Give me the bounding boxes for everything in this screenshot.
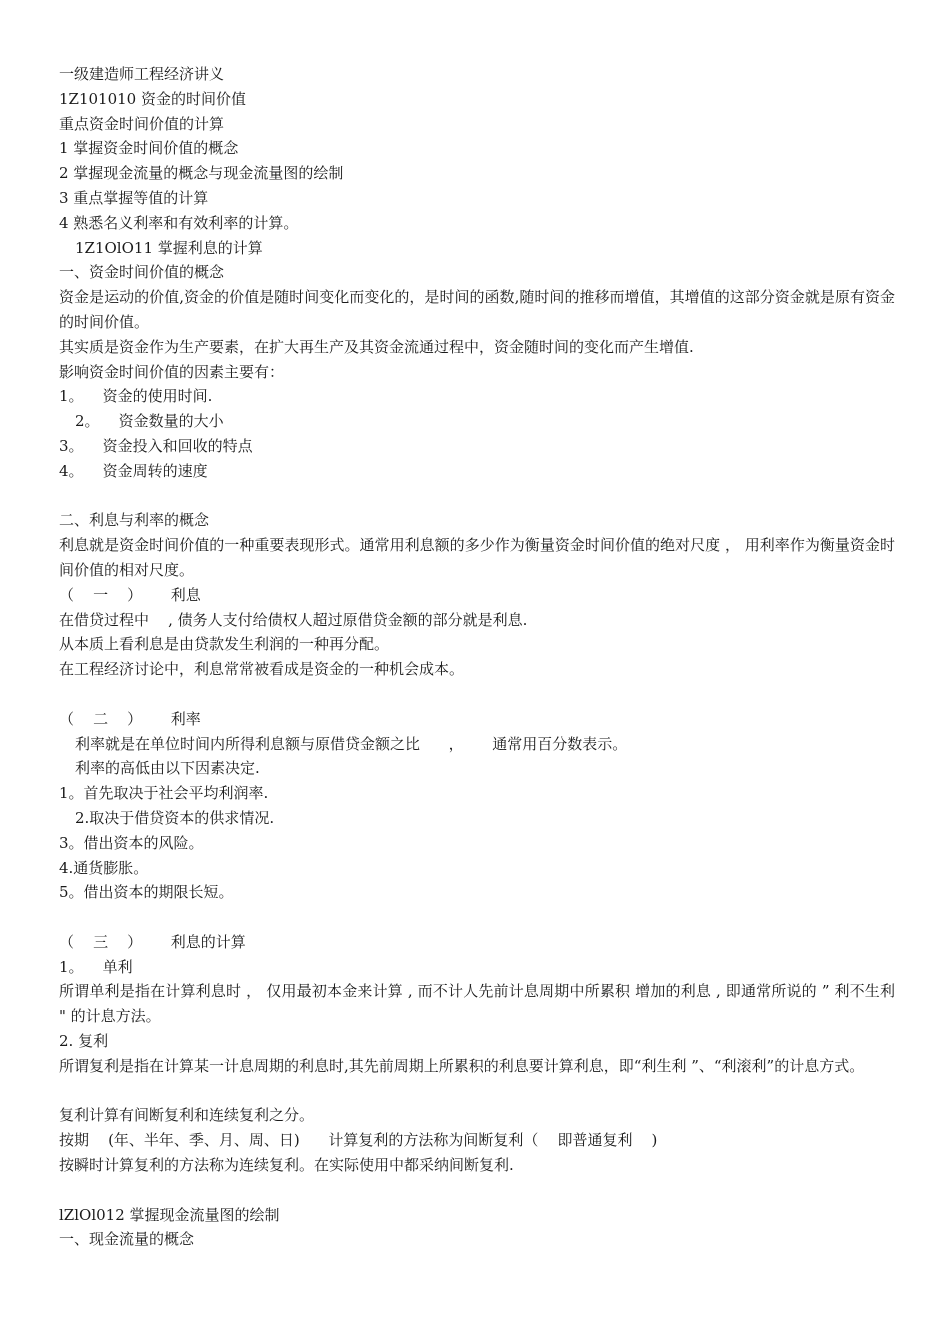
outline-item: 3 重点掌握等值的计算 bbox=[59, 188, 209, 207]
list-item: 1。 资金的使用时间. bbox=[59, 387, 213, 406]
section-heading: 二、利息与利率的概念 bbox=[59, 511, 210, 530]
subheading: （ 一 ） 利息 bbox=[59, 585, 201, 604]
section-code-heading: 1Z101010 资金的时间价值 bbox=[59, 89, 246, 108]
list-item: 1。首先取决于社会平均利润率. bbox=[59, 784, 269, 803]
list-item: 2.取决于借贷资本的供求情况. bbox=[75, 808, 275, 827]
text-line: 利率的高低由以下因素决定. bbox=[75, 759, 260, 778]
list-item: 2。 资金数量的大小 bbox=[75, 412, 224, 431]
text-line: 利率就是在单位时间内所得利息额与原借贷金额之比 ， 通常用百分数表示。 bbox=[75, 734, 628, 753]
text-line: 按期 (年、半年、季、月、周、日) 计算复利的方法称为间断复利（ 即普通复利 ) bbox=[59, 1131, 658, 1150]
blank-line bbox=[59, 1079, 895, 1104]
list-item: 5。借出资本的期限长短。 bbox=[59, 883, 234, 902]
section-heading: 一、现金流量的概念 bbox=[59, 1230, 195, 1249]
subsection-heading: 1Z1OlO11 掌握利息的计算 bbox=[75, 238, 263, 257]
text-line: 复利计算有间断复利和连续复利之分。 bbox=[59, 1106, 315, 1125]
text-line: 按瞬时计算复利的方法称为连续复利。在实际使用中都采纳间断复利. bbox=[59, 1156, 514, 1175]
paragraph: 所谓单利是指在计算利息时 ， 仅用最初本金来计算 , 而不计人先前计息周期中所累积 增加的利息 , 即通常所说的 ” 利不生利 " 的计息方法。 bbox=[59, 982, 895, 1026]
list-item: 4.通货膨胀。 bbox=[59, 858, 149, 877]
section-heading: 一、资金时间价值的概念 bbox=[59, 263, 225, 282]
list-item: 4。 资金周转的速度 bbox=[59, 461, 208, 480]
paragraph: 资金是运动的价值,资金的价值是随时间变化而变化的，是时间的函数,随时间的推移而增值，其增值的这部分资金就是原有资金的时间价值。 bbox=[59, 288, 895, 331]
list-item: 3。借出资本的风险。 bbox=[59, 833, 204, 852]
outline-item: 4 熟悉名义利率和有效利率的计算。 bbox=[59, 213, 299, 232]
text-line: 在借贷过程中 , 债务人支付给债权人超过原借贷金额的部分就是利息. bbox=[59, 610, 528, 629]
blank-line bbox=[59, 905, 895, 930]
outline-item: 2 掌握现金流量的概念与现金流量图的绘制 bbox=[59, 164, 344, 183]
list-item: 1。 单利 bbox=[59, 957, 133, 976]
list-item: 2. 复利 bbox=[59, 1032, 109, 1051]
text-line: 在工程经济讨论中，利息常常被看成是资金的一种机会成本。 bbox=[59, 660, 465, 679]
blank-line bbox=[59, 484, 895, 509]
subheading: （ 三 ） 利息的计算 bbox=[59, 932, 246, 951]
text-line: 从本质上看利息是由贷款发生利润的一种再分配。 bbox=[59, 635, 390, 654]
paragraph: 其实质是资金作为生产要素，在扩大再生产及其资金流通过程中，资金随时间的变化而产生增值. bbox=[59, 337, 694, 356]
document-page bbox=[59, 62, 895, 1252]
paragraph: 利息就是资金时间价值的一种重要表现形式。通常用利息额的多少作为衡量资金时间价值的绝对尺度 ， 用利率作为衡量资金时间价值的相对尺度。 bbox=[59, 536, 895, 579]
subheading: （ 二 ） 利率 bbox=[59, 709, 201, 728]
subsection-heading: lZlOl012 掌握现金流量图的绘制 bbox=[59, 1205, 280, 1224]
list-item: 3。 资金投入和回收的特点 bbox=[59, 436, 253, 455]
paragraph: 所谓复利是指在计算某一计息周期的利息时,其先前周期上所累积的利息要计算利息，即“利生利 ”、“利滚利”的计息方式。 bbox=[59, 1056, 865, 1075]
blank-line bbox=[59, 1178, 895, 1203]
outline-item: 1 掌握资金时间价值的概念 bbox=[59, 139, 239, 158]
text-line: 影响资金时间价值的因素主要有： bbox=[59, 362, 285, 381]
blank-line bbox=[59, 682, 895, 707]
doc-title: 一级建造师工程经济讲义 bbox=[59, 65, 225, 83]
text-line: 重点资金时间价值的计算 bbox=[59, 114, 225, 133]
